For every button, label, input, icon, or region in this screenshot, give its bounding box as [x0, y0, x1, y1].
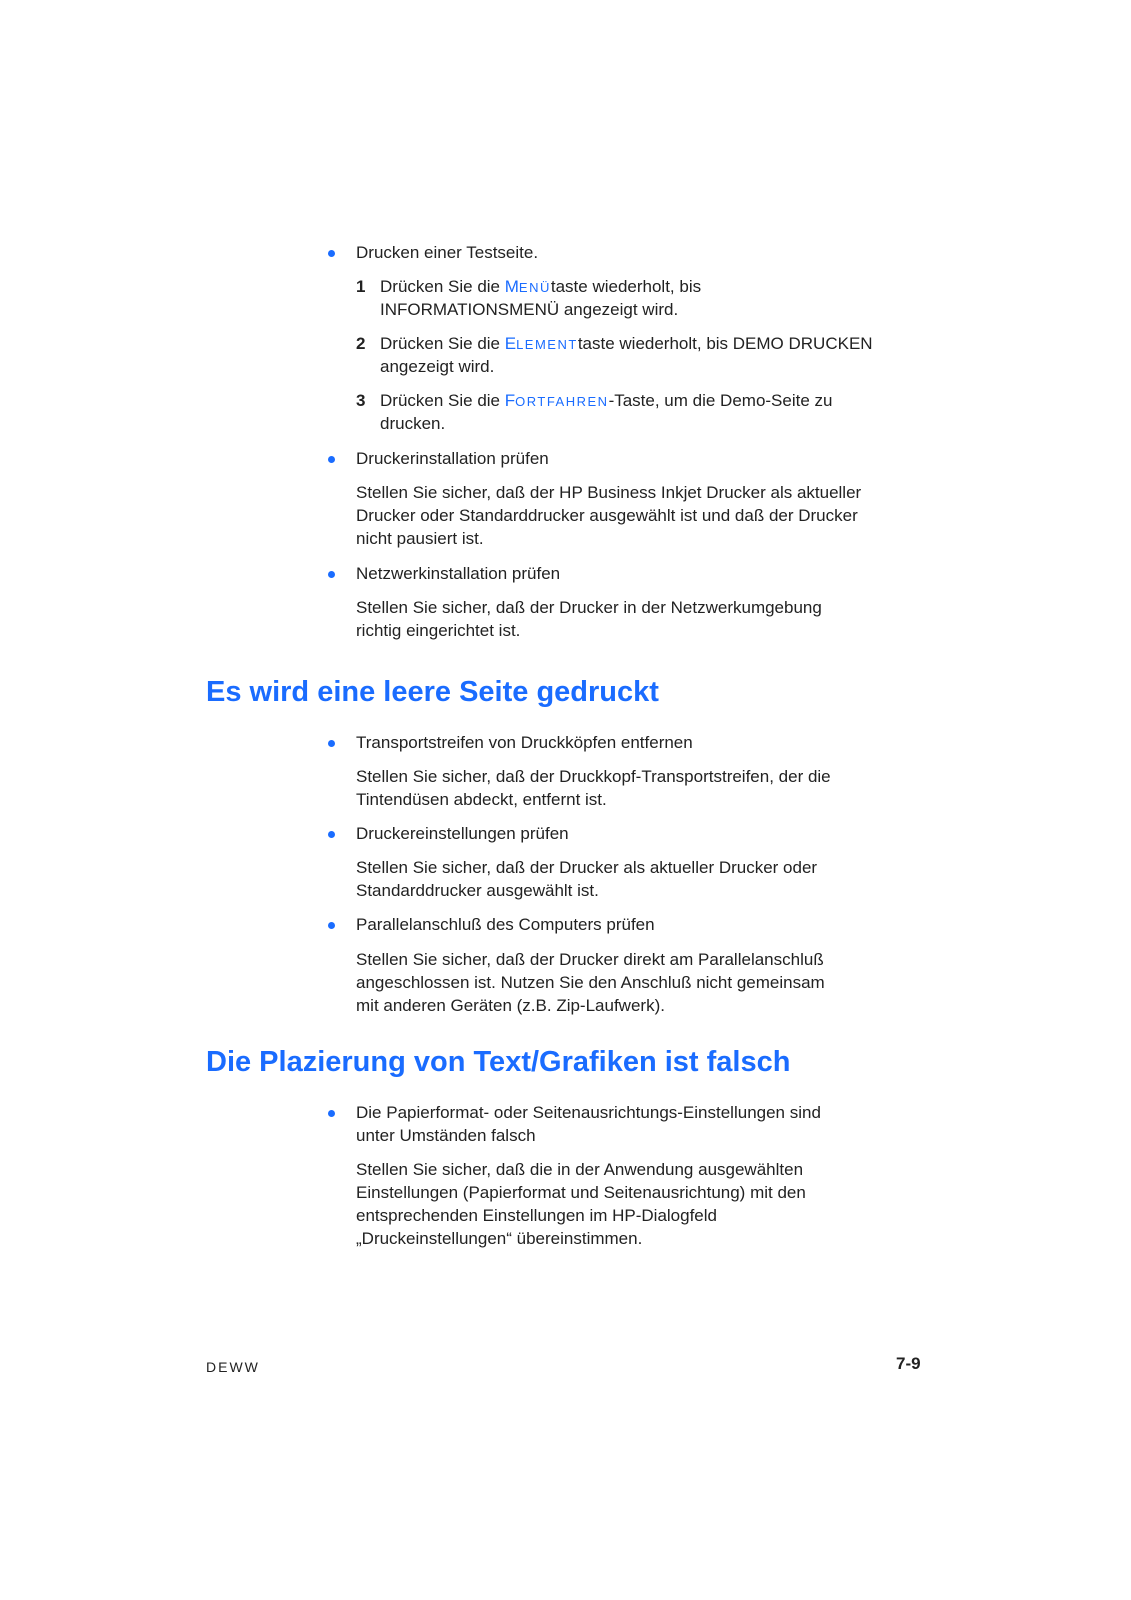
paragraph-line: Stellen Sie sicher, daß der Druckkopf-Transportstreifen, der die [356, 767, 831, 786]
step-text-post: taste wiederholt, bis DEMO DRUCKEN [577, 334, 873, 353]
key-cap: M [504, 277, 519, 296]
step-text-post: taste wiederholt, bis [550, 277, 702, 296]
continue-key-label [504, 391, 609, 410]
bullet-icon [328, 250, 335, 257]
bullet-icon [328, 831, 335, 838]
list-item-label: Netzwerkinstallation prüfen [356, 564, 561, 583]
bullet-icon [328, 1110, 335, 1117]
step-text [380, 332, 873, 356]
step-text [380, 275, 701, 299]
step-1-continuation: INFORMATIONSMENÜ angezeigt wird. [380, 300, 679, 319]
step-text-pre: Drücken Sie die [380, 334, 505, 353]
bullet-icon [328, 456, 335, 463]
element-key-label [504, 334, 578, 353]
paragraph-line: „Druckeinstellungen“ übereinstimmen. [356, 1229, 643, 1248]
step-number: 3 [356, 391, 366, 410]
paragraph-line: Stellen Sie sicher, daß die in der Anwendung ausgewählten [356, 1160, 804, 1179]
paragraph-line: Stellen Sie sicher, daß der Drucker direkt am Parallelanschluß [356, 950, 824, 969]
footer-label: DEWW [206, 1359, 260, 1375]
step-text-post: -Taste, um die Demo-Seite zu [608, 391, 833, 410]
step-text-pre: Drücken Sie die [380, 391, 505, 410]
page-number: 7-9 [896, 1354, 921, 1373]
paragraph-line: nicht pausiert ist. [356, 529, 484, 548]
paragraph-line: Tintendüsen abdeckt, entfernt ist. [356, 790, 607, 809]
paragraph-line: entsprechenden Einstellungen im HP-Dialogfeld [356, 1206, 717, 1225]
list-item-label: Parallelanschluß des Computers prüfen [356, 915, 655, 934]
paragraph-line: angeschlossen ist. Nutzen Sie den Anschluß nicht gemeinsam [356, 973, 825, 992]
bullet-icon [328, 922, 335, 929]
bullet-icon [328, 571, 335, 578]
step-text [380, 389, 832, 413]
key-rest: LEMENT [516, 337, 578, 352]
bullet-icon [328, 740, 335, 747]
paragraph-line: Drucker oder Standarddrucker ausgewählt ist und daß der Drucker [356, 506, 858, 525]
key-cap: E [504, 334, 517, 353]
key-rest: ORTFAHREN [515, 394, 609, 409]
step-number: 1 [356, 277, 366, 296]
paragraph-line: Einstellungen (Papierformat und Seitenausrichtung) mit den [356, 1183, 806, 1202]
menu-key-label [504, 277, 551, 296]
paragraph-line: Stellen Sie sicher, daß der HP Business Inkjet Drucker als aktueller [356, 483, 862, 502]
step-3-continuation: drucken. [380, 414, 446, 433]
list-item-label: Transportstreifen von Druckköpfen entfernen [356, 733, 693, 752]
paragraph-line: mit anderen Geräten (z.B. Zip-Laufwerk). [356, 996, 665, 1015]
section-heading: Die Plazierung von Text/Grafiken ist falsch [206, 1046, 791, 1078]
paragraph-line: Stellen Sie sicher, daß der Drucker in der Netzwerkumgebung [356, 598, 822, 617]
paragraph-line: Stellen Sie sicher, daß der Drucker als aktueller Drucker oder [356, 858, 818, 877]
list-item-label-continuation: unter Umständen falsch [356, 1126, 536, 1145]
step-text-pre: Drücken Sie die [380, 277, 505, 296]
list-item-label: Druckerinstallation prüfen [356, 449, 549, 468]
section-heading: Es wird eine leere Seite gedruckt [206, 676, 659, 708]
step-number: 2 [356, 334, 366, 353]
key-rest: ENÜ [518, 280, 551, 295]
list-item-label: Druckereinstellungen prüfen [356, 824, 569, 843]
list-item-label: Die Papierformat- oder Seitenausrichtungs-Einstellungen sind [356, 1103, 821, 1122]
step-2-continuation: angezeigt wird. [380, 357, 495, 376]
paragraph-line: richtig eingerichtet ist. [356, 621, 521, 640]
key-cap: F [504, 391, 516, 410]
paragraph-line: Standarddrucker ausgewählt ist. [356, 881, 599, 900]
list-item-label: Drucken einer Testseite. [356, 243, 539, 262]
